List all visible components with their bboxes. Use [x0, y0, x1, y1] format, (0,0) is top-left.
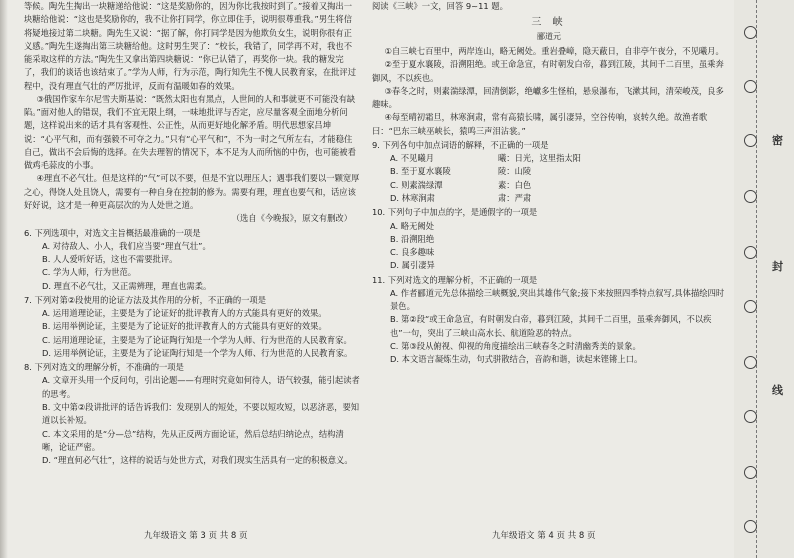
passage-paragraph: ③俄国作家车尔尼雪夫斯基说：“既然太阳也有黑点，人世间的人和事就更不可能没有缺陷。”面对他人的错误，我们不宜无限上纲，一味地批评与否定，应尽量客观全面地分析问题，这样说出来的话才具有客观性、公正性，从而更好地化解矛盾。明代思想家吕坤说：“心平气和，而有强毅不可夺之力。”只有“心平气和”，不为一时之气所左右，才能稳住自己，做出不会后悔的选择。在失去理智的情况下，本不足为人而所恼的中伤，也可能被看做鸡毛蒜皮的小事。: [24, 93, 356, 171]
page-footer: 九年级语文 第 3 页 共 8 页: [144, 531, 248, 542]
binding-hole-icon: [744, 26, 757, 39]
option-gloss: 素：白色: [498, 179, 532, 190]
question-6: [24, 227, 360, 293]
page-shadow: [0, 0, 8, 558]
option-word: A. 不见曦月: [390, 153, 434, 164]
reading-intro: 阅读《三峡》一文，回答 9~11 题。: [372, 1, 508, 11]
option-d: D. 理直不必气壮，又正需辨理，理直也需柔。: [42, 280, 212, 291]
seal-label-xian: 线: [772, 384, 783, 397]
left-page: [24, 0, 360, 558]
passage-paragraph: ①自三峡七百里中，两岸连山，略无阙处。重岩叠嶂，隐天蔽日，自非亭午夜分，不见曦月。: [384, 46, 724, 57]
option-b: B. 文中第②段讲批评的话告诉我们：发现别人的短处，不要以短攻短，以恶济恶，要知道以长补短。: [42, 401, 360, 426]
question-10: [372, 206, 726, 272]
question-stem: 9. 下列各句中加点词语的解释，不正确的一项是: [372, 139, 549, 150]
seal-margin: [734, 0, 794, 558]
option-c: C. 本文采用的是“分—总”结构，先从正反两方面论证，然后总结归纳论点，结构清晰，论证严密。: [42, 428, 344, 452]
passage-paragraph: ③春冬之时，则素湍绿潭，回清倒影，绝巘多生怪柏，悬泉瀑布，飞漱其间，清荣峻茂，良多趣味。: [372, 85, 724, 110]
seal-label-feng: 封: [772, 260, 783, 273]
option-b: B. 沿溯阻绝: [390, 233, 435, 244]
passage-paragraph: ②至于夏水襄陵，沿溯阻绝。或王命急宣，有时朝发白帝，暮到江陵，其间千二百里，虽乘奔御风，不以疾也。: [372, 59, 724, 83]
option-d: D. 本文语言凝炼生动，句式骈散结合，音韵和谐，读起来铿锵上口。: [390, 354, 643, 365]
right-page: [372, 0, 726, 558]
option-b: B. 运用举例论证，主要是为了论证好的批评教育人的方式能具有更好的效果。: [42, 321, 327, 332]
seal-label-mi: 密: [772, 134, 783, 147]
option-a: A. 略无阙处: [390, 220, 434, 231]
option-c: C. 运用道理论证，主要是为了论证陶行知是一个学为人师、行为世范的人民教育家。: [42, 334, 352, 345]
option-gloss: 陵：山陵: [498, 166, 532, 177]
passage-paragraph: ④每至晴初霜旦，林寒涧肃，常有高猿长啸，属引凄异，空谷传响，哀转久绝。故渔者歌曰：“巴东三峡巫峡长，猿鸣三声泪沾裳。”: [372, 112, 708, 136]
question-stem: 7. 下列对第②段使用的论证方法及其作用的分析，不正确的一项是: [24, 294, 267, 305]
question-stem: 8. 下列对选文的理解分析，不准确的一项是: [24, 362, 184, 373]
passage-paragraph: ④理直不必气壮。但是这样的“气”可以不要，但是不宜以理压人；遇事我们要以一颗宽厚之心，得饶人处且饶人，需要有一种自身在控制的修为。需要有理，理直也要气和，话应该好好说，这才是一种更高层次的为人处世之道。: [24, 173, 360, 210]
passage-paragraph: 等候。陶先生掏出一块糖递给他说：“这是奖励你的，因为你比我按时到了。”接着又掏出一块糖给他说：“这也是奖励你的，我不让你打同学，你立即住手，说明很尊重我。”男生将信将疑地接过第二块糖。陶先生又说：“据了解，你打同学是因为他欺负女生，说明你很有正义感。”陶先生遂掏出第三块糖给他。这时男生哭了：“校长，我错了，同学再不对，我也不能采取这样的方法。”陶先生又拿出第四块糖说：“你已认错了，再奖你一块。我的糖发完了，我们的谈话也该结束了。”学为人师，行为示范，陶行知先生不愧人民教育家，在批评过程中，没有理直气壮的严厉批评，反而有温暖如春的效果。: [24, 1, 357, 91]
option-b: [372, 165, 726, 178]
question-stem: 10. 下列句子中加点的字，是通假字的一项是: [372, 207, 538, 218]
option-gloss: 曦：日光，这里指太阳: [498, 153, 581, 164]
binding-hole-icon: [744, 134, 757, 147]
binding-hole-icon: [744, 520, 757, 533]
option-a: A. 文章开头用一个反问句，引出论题——有理时究竟如何待人，语气较强，能引起读者的思考。: [42, 375, 360, 399]
option-a: A. 作者郦道元先总体描绘三峡概貌,突出其雄伟气象;接下来按照四季特点叙写,具体描绘四时景色。: [390, 287, 725, 312]
question-8: [24, 361, 360, 467]
option-a: A. 运用道理论证，主要是为了论证好的批评教育人的方式能具有更好的效果。: [42, 308, 327, 319]
question-stem: 11. 下列对选文的理解分析，不正确的一项是: [372, 274, 538, 285]
question-11: [372, 274, 726, 367]
option-c: C. 良多趣味: [390, 247, 435, 258]
option-c: C. 学为人师，行为世范。: [42, 267, 137, 278]
question-stem: 6. 下列选项中，对选文主旨概括最准确的一项是: [24, 227, 201, 238]
option-c: C. 第③段从俯视、仰视的角度描绘出三峡春冬之时清幽秀美的景象。: [390, 340, 641, 351]
binding-hole-icon: [744, 466, 757, 479]
option-c: [372, 179, 726, 192]
passage-title: 三 峡: [531, 17, 567, 29]
binding-hole-icon: [744, 356, 757, 369]
option-word: D. 林寒涧肃: [390, 192, 435, 203]
question-7: [24, 294, 360, 360]
binding-hole-icon: [744, 80, 757, 93]
passage-author: 郦道元: [537, 32, 561, 42]
binding-hole-icon: [744, 300, 757, 313]
option-word: B. 至于夏水襄陵: [390, 166, 451, 177]
source-note: （选自《今晚报》，原文有删改）: [231, 213, 352, 224]
question-9: [372, 139, 726, 205]
option-d: [372, 192, 726, 205]
binding-hole-icon: [744, 190, 757, 203]
binding-hole-icon: [744, 246, 757, 259]
page-footer: 九年级语文 第 4 页 共 8 页: [492, 531, 596, 542]
binding-hole-icon: [744, 410, 757, 423]
option-d: D. “理直何必气壮”，这样的说话与处世方式，对我们现实生活具有一定的积极意义。: [42, 455, 353, 466]
option-a: A. 对待敌人、小人，我们应当要“理直气壮”。: [42, 240, 211, 251]
option-d: D. 属引凄异: [390, 260, 435, 271]
option-d: D. 运用举例论证，主要是为了论证陶行知是一个学为人师、行为世范的人民教育家。: [42, 347, 353, 358]
option-gloss: 肃：严肃: [498, 192, 532, 203]
option-a: [372, 152, 726, 165]
option-b: B. 人人爱听好话，这也不需要批评。: [42, 254, 178, 265]
option-b: B. 第②段“或王命急宣，有时朝发白帝，暮到江陵，其间千二百里，虽乘奔御风，不以疾也”一句，突出了三峡山高水长、航道险恶的特点。: [390, 314, 712, 338]
option-word: C. 则素湍绿潭: [390, 179, 443, 190]
